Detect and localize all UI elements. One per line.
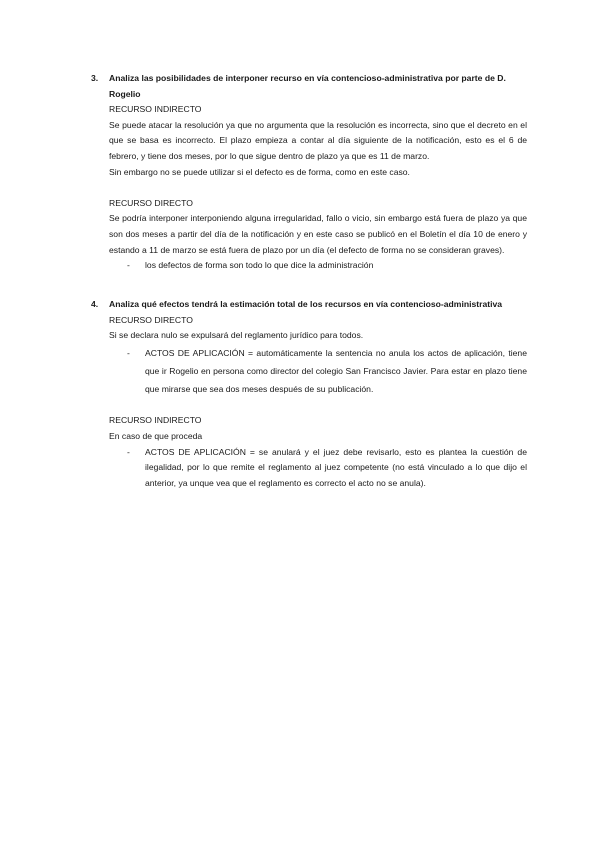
recurso-directo-paragraph: Se podría interponer interponiendo alguna irregularidad, fallo o vicio, sin embargo está fuera de plazo ya que son dos meses a partir del día de la notificación y en este caso se publicó en el Boletín el día 10 de enero y estando a 11 de marzo se está fuera de plazo por un día (el defecto de forma no se consideran graves).	[109, 213, 527, 255]
question-4	[91, 297, 527, 491]
question-4-title: Analiza qué efectos tendrá la estimación total de los recursos en vía contencioso-administrativa	[109, 299, 503, 309]
question-3-title: Analiza las posibilidades de interponer recurso en vía contencioso-administrativa por parte de D. Rogelio	[109, 73, 506, 99]
recurso-indirecto-heading: RECURSO INDIRECTO	[109, 415, 202, 426]
question-4-body	[91, 313, 527, 492]
question-4-heading	[91, 297, 527, 313]
list-item	[109, 344, 527, 398]
bullet-dash: -	[127, 260, 130, 271]
list-item	[109, 445, 527, 492]
question-3-heading	[91, 71, 527, 102]
recurso-directo-paragraph: Si se declara nulo se expulsará del reglamento jurídico para todos.	[109, 330, 364, 341]
list-item	[109, 258, 527, 274]
question-3-body	[91, 102, 527, 274]
recurso-directo-heading: RECURSO DIRECTO	[109, 314, 193, 325]
list-item-text: ACTOS DE APLICACIÓN = automáticamente la sentencia no anula los actos de aplicación, tiene que ir Rogelio en persona como director del colegio San Francisco Javier. Para estar en plazo tiene que mirarse que sea dos meses después de su publicación.	[145, 347, 527, 394]
list-item-text: los defectos de forma son todo lo que dice la administración	[145, 260, 374, 271]
bullet-dash: -	[127, 347, 130, 358]
bullet-dash: -	[127, 446, 130, 457]
question-4-number: 4.	[91, 299, 99, 309]
list-item-text: ACTOS DE APLICACIÓN = se anulará y el juez debe revisarlo, esto es plantea la cuestión de ilegalidad, por lo que remite el reglamento al juez competente (no está vinculado a lo que dijo el anterior, ya unque vea que el reglamento es correcto el acto no se anula).	[145, 446, 527, 488]
question-3	[91, 71, 527, 274]
recurso-indirecto-paragraph: Se puede atacar la resolución ya que no argumenta que la resolución es incorrecta, sino que el decreto en el que se basa es incorrecto. El plazo empieza a contar al día siguiente de la notificación, esto es el 6 de febrero, y tiene dos meses, por lo que sigue dentro de plazo ya que es 11 de marzo.	[109, 119, 527, 161]
recurso-indirecto-paragraph: En caso de que proceda	[109, 430, 203, 441]
recurso-indirecto-note: Sin embargo no se puede utilizar si el defecto es de forma, como en este caso.	[109, 166, 410, 177]
question-3-number: 3.	[91, 73, 99, 83]
recurso-indirecto-heading: RECURSO INDIRECTO	[109, 104, 202, 115]
recurso-directo-heading: RECURSO DIRECTO	[109, 197, 193, 208]
